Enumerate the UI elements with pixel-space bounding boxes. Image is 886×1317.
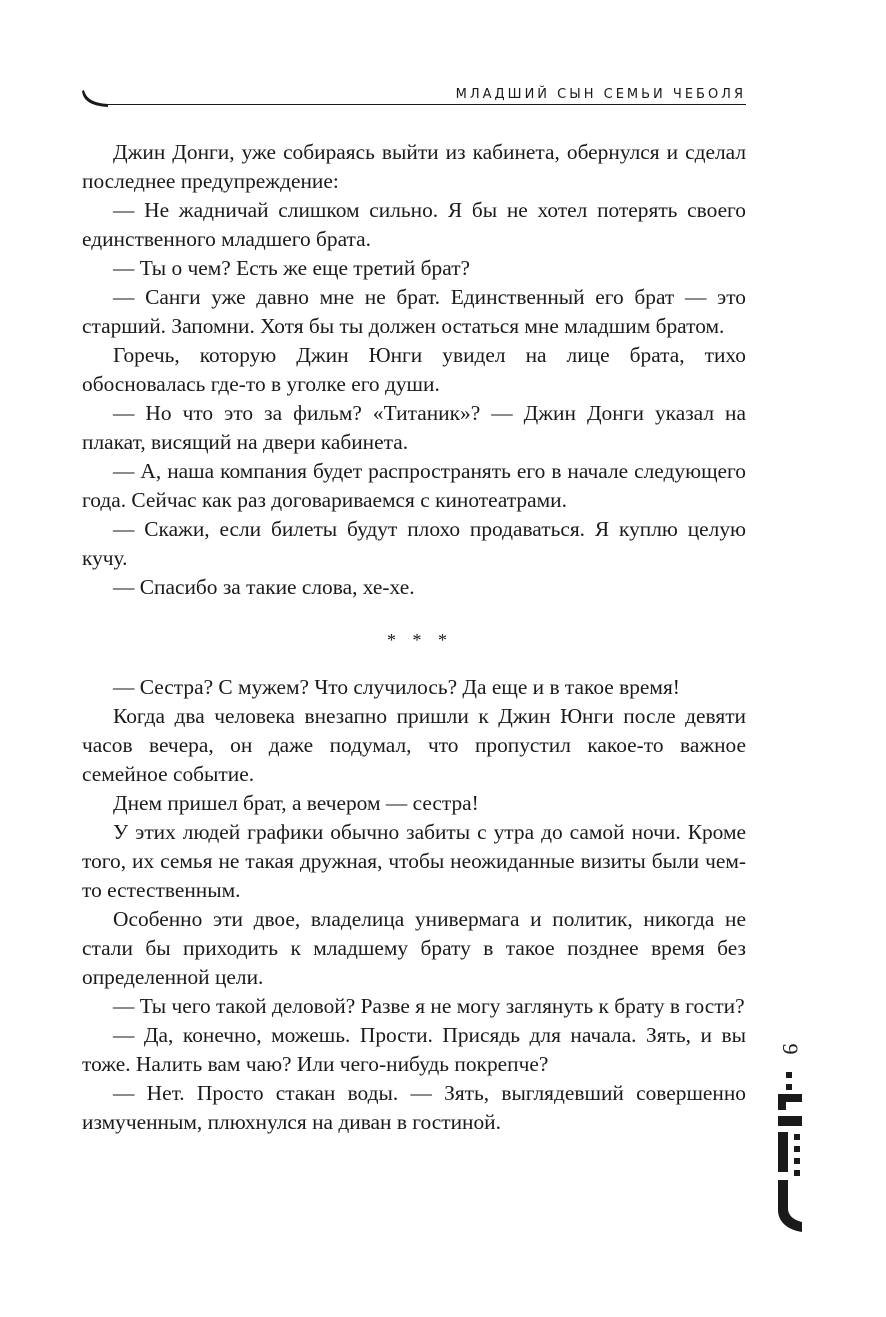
header-rule bbox=[102, 104, 746, 105]
paragraph: — Не жадничай слишком сильно. Я бы не хотел потерять своего единственного младшего брата. bbox=[82, 198, 746, 251]
corner-hook-icon bbox=[82, 88, 112, 108]
paragraph: — Нет. Просто стакан воды. — Зять, выглядевший совершенно измученным, плюхнулся на диван в гостиной. bbox=[82, 1081, 746, 1134]
ornament-icon bbox=[770, 1030, 810, 1240]
paragraph: Днем пришел брат, а вечером — сестра! bbox=[113, 791, 479, 815]
scene-break: * * * bbox=[387, 630, 453, 650]
running-title: МЛАДШИЙ СЫН СЕМЬИ ЧЕБОЛЯ bbox=[455, 87, 746, 102]
paragraph: — Да, конечно, можешь. Прости. Присядь для начала. Зять, и вы тоже. Налить вам чаю? Или чего-нибудь покрепче? bbox=[82, 1023, 746, 1076]
paragraph: У этих людей графики обычно забиты с утра до самой ночи. Кроме того, их семья не такая дружная, чтобы неожиданные визиты были чем-то естественным. bbox=[82, 820, 746, 902]
running-head bbox=[82, 78, 746, 108]
paragraph: — Скажи, если билеты будут плохо продаваться. Я куплю целую кучу. bbox=[82, 517, 746, 570]
page-body bbox=[82, 138, 746, 1137]
page-number-ornament bbox=[770, 1030, 810, 1240]
paragraph: Джин Донги, уже собираясь выйти из кабинета, обернулся и сделал последнее предупреждение: bbox=[82, 140, 746, 193]
paragraph: — А, наша компания будет распространять его в начале следующего года. Сейчас как раз договариваемся с кинотеатрами. bbox=[82, 459, 746, 512]
paragraph: Особенно эти двое, владелица универмага и политик, никогда не стали бы приходить к младшему брату в такое позднее время без определенной цели. bbox=[82, 907, 746, 989]
paragraph: — Но что это за фильм? «Титаник»? — Джин Донги указал на плакат, висящий на двери кабинета. bbox=[82, 401, 746, 454]
paragraph: Когда два человека внезапно пришли к Джин Юнги после девяти часов вечера, он даже подумал, что пропустил какое-то важное семейное событие. bbox=[82, 704, 746, 786]
page-number: 9 bbox=[778, 1043, 803, 1055]
paragraph: — Спасибо за такие слова, хе-хе. bbox=[113, 575, 415, 599]
paragraph: — Ты чего такой деловой? Разве я не могу заглянуть к брату в гости? bbox=[113, 994, 745, 1018]
paragraph: — Сестра? С мужем? Что случилось? Да еще и в такое время! bbox=[113, 675, 680, 699]
paragraph: Горечь, которую Джин Юнги увидел на лице брата, тихо обосновалась где-то в уголке его души. bbox=[82, 343, 746, 396]
paragraph: — Санги уже давно мне не брат. Единственный его брат — это старший. Запомни. Хотя бы ты должен остаться мне младшим братом. bbox=[82, 285, 746, 338]
paragraph: — Ты о чем? Есть же еще третий брат? bbox=[113, 256, 471, 280]
